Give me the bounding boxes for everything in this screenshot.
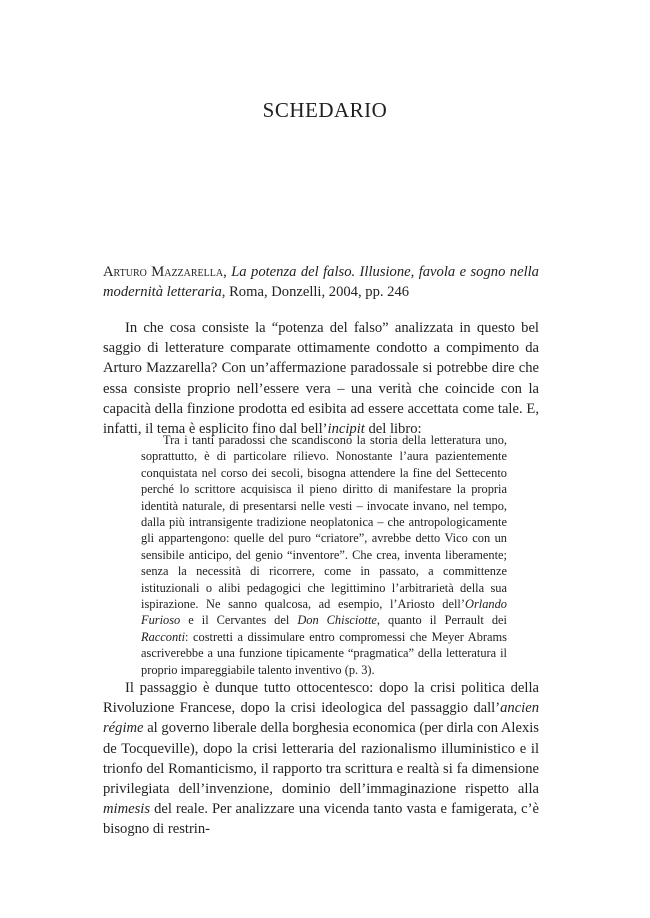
quote-don-chisciotte: Don Chisciotte [297,613,377,628]
quote-text-2: e il Cervantes del [180,613,298,628]
paragraph-2-text-1: Il passaggio è dunque tutto ottocentesco: dopo la crisi politica della Rivoluzione Francese, dopo la crisi ideologica del passaggio dall’ [103,680,539,717]
paragraph-2-ancien-regime: ancien régime [103,700,539,737]
paragraph-1-incipit: incipit [327,421,365,438]
citation-author: Arturo Mazzarella [103,264,224,280]
paragraph-1-text: In che cosa consiste la “potenza del falso” analizzata in questo bel saggio di letterature comparate ottimamente condotto a compimento da Arturo Mazzarella? Con un’affermazione paradossale si potrebbe dire che essa consiste proprio nell’essere vera – una verità che coincide con la capacità della finzione prodotta ed esibita ad essere accettata come tale. E, infatti, il tema è esplicito fino dal bell’ [103,320,539,438]
page-title: SCHEDARIO [262,98,388,122]
review-paragraph-2 [103,678,539,840]
book-citation [103,262,539,302]
paragraph-1-ending: del libro: [364,421,422,438]
block-quote [141,432,507,678]
quote-text-1: Tra i tanti paradossi che scandiscono la storia della letteratura uno, soprattutto, è di particolare rilievo. Nonostante l’aura pazientemente conquistata nel corso dei secoli, bisogna attendere la fine del Settecento perché lo scrittore acquisisca il pieno diritto di manifestare la propria identità naturale, di presentarsi nelle vesti – invocate invano, nel tempo, dalla più intransigente tradizione neoplatonica – che antropologicamente gli appartengono: quelle del puro “criatore”, avrebbe detto Vico con un sensibile anticipo, del genio “inventore”. Che crea, inventa liberamente; senza la necessità di ricorrere, come in passato, a committenze istituzionali o alibi pedagogici che legittimino l’arbitrarietà della sua ispirazione. Ne sanno qualcosa, ad esempio, l’Ariosto dell’ [141,433,507,612]
quote-orlando-furioso: Orlando Furioso [141,597,507,628]
quote-racconti: Racconti [141,629,186,644]
quote-text-3: , quanto il Perrault dei [376,613,507,628]
paragraph-2-text-2: al governo liberale della borghesia economica (per dirla con Alexis de Tocqueville), dopo la crisi letteraria del razionalismo illuministico e il trionfo del Romanticismo, il rapporto tra scrittura e realtà si fa dimensione privilegiata dell’invenzione, dominio dell’immaginazione rispetto alla [103,720,539,798]
quote-text-4: : costretti a dissimulare entro compromessi che Meyer Abrams ascriverebbe a una funzione tipicamente “pragmatica” della letteratura il proprio impareggiabile talento inventivo (p. 3). [141,629,507,677]
paragraph-2-text-3: del reale. Per analizzare una vicenda tanto vasta e famigerata, c’è bisogno di restrin- [103,801,539,838]
citation-separator: , [223,264,232,280]
paragraph-2-mimesis: mimesis [103,801,151,818]
citation-book-title: La potenza del falso. Illusione, favola e sogno nella modernità letteraria [103,264,539,300]
review-paragraph-1 [103,318,539,439]
citation-publication: , Roma, Donzelli, 2004, pp. 246 [221,284,410,300]
